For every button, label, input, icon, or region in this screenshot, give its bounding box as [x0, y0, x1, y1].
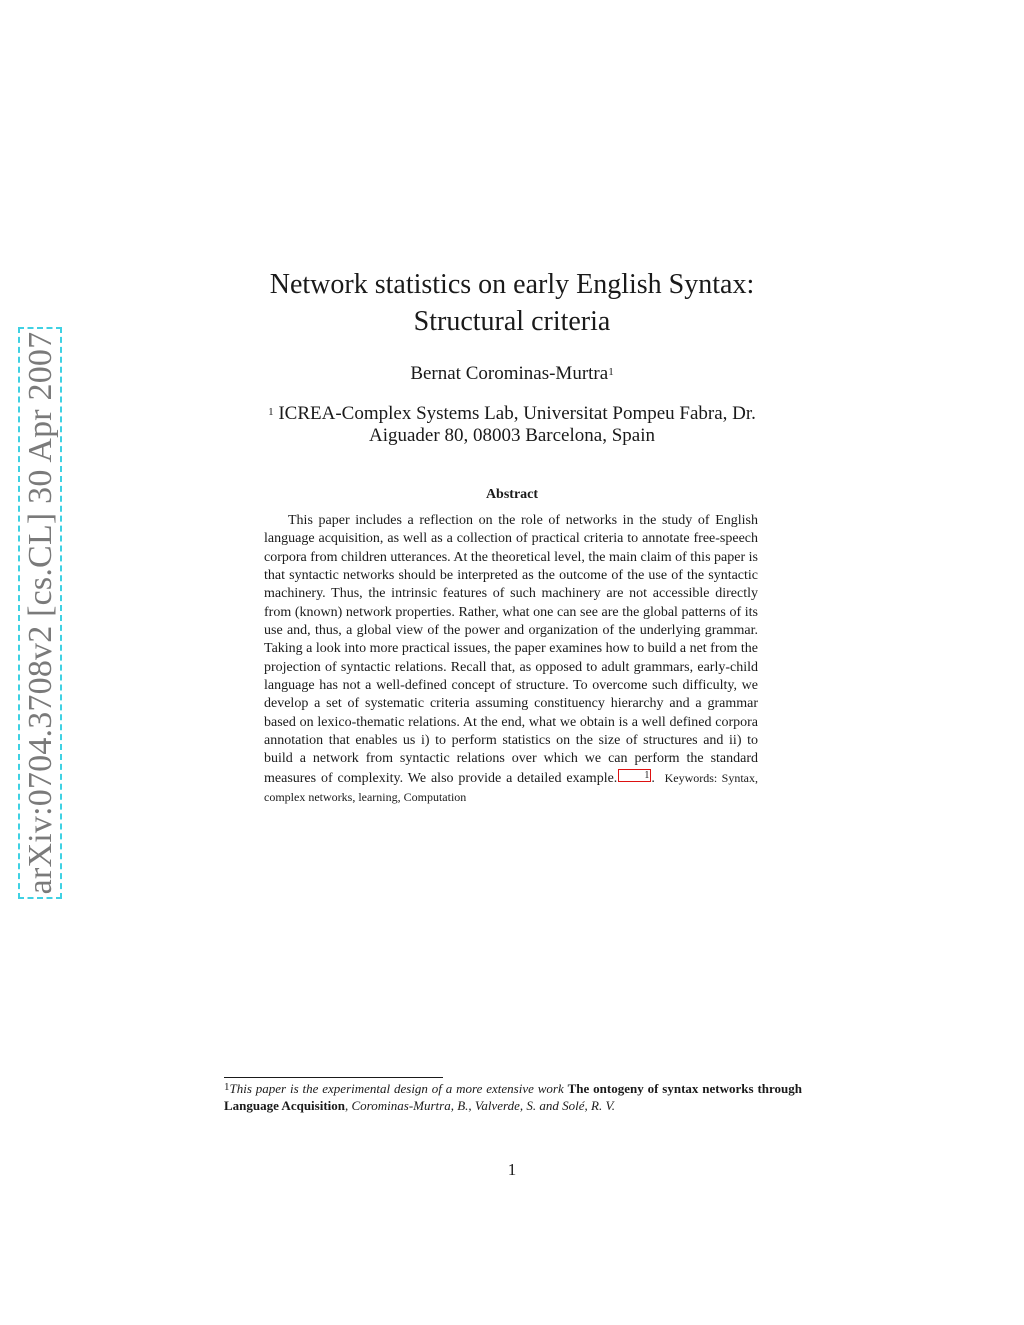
footnote-mark: 1: [224, 1081, 230, 1093]
abstract-text: This paper includes a reflection on the role of networks in the study of English language acquisition, as well as a collection of practical criteria to annotate free-speech corpora from children utterances. At the theoretical level, the main claim of this paper is that syntactic networks should be interpreted as the outcome of the use of the syntactic machinery. Thus, the intrinsic features of such machinery are not accessible directly from (known) network properties. Rather, what one can see are the global patterns of its use and, thus, a global view of the power and organization of the underlying grammar. Taking a look into more practical issues, the paper examines how to build a net from the projection of syntactic relations. Recall that, as opposed to adult grammars, early-child language has not a well-defined concept of structure. To overcome such difficulty, we develop a set of systematic criteria assuming constituency hierarchy and a grammar based on lexico-thematic relations. At the end, what we obtain is a well defined corpora annotation that enables us i) to perform statistics on the size of structures and ii) to build a network from syntactic relations over which we can perform the standard measures of complexity. We also provide a detailed example.: [264, 513, 758, 786]
title-line-2: Structural criteria: [413, 306, 611, 337]
affiliation-line-2: Aiguader 80, 08003 Barcelona, Spain: [369, 425, 655, 446]
footnote-intro: This paper is the experimental design of a more extensive work: [229, 1081, 564, 1096]
footnote-authors: Corominas-Murtra, B., Valverde, S. and Solé, R. V.: [351, 1097, 615, 1113]
keywords: Keywords: Syntax, complex networks, learning, Computation: [264, 770, 758, 805]
footnote-link[interactable]: 1: [618, 769, 651, 782]
affiliation: [212, 403, 812, 447]
affiliation-mark: 1: [268, 406, 274, 418]
author-name: Bernat Corominas-Murtra: [410, 363, 609, 384]
abstract-after-ref: .: [651, 770, 655, 786]
footnote: $^1$This paper is the experimental design of a more extensive work The ontogeny of syntax networks through Language Acquisition, Corominas-Murtra, B., Valverde, S. and Solé, R. V.: [224, 1081, 802, 1113]
paper-title: [212, 266, 812, 340]
footnote-work-title: The ontogeny of syntax networks through Language Acquisition: [224, 1081, 802, 1113]
footnote-rule: [224, 1077, 443, 1078]
title-line-1: Network statistics on early English Syntax:: [269, 269, 755, 300]
page-number: 1: [507, 1160, 517, 1179]
author: [212, 361, 812, 387]
author-affiliation-mark: 1: [608, 366, 614, 378]
abstract-body: [264, 512, 758, 808]
abstract-heading: Abstract: [485, 487, 539, 502]
affiliation-line-1: ICREA-Complex Systems Lab, Universitat Pompeu Fabra, Dr.: [278, 403, 756, 424]
arxiv-stamp[interactable]: arXiv:0704.3708v2 [cs.CL] 30 Apr 2007: [22, 331, 59, 895]
